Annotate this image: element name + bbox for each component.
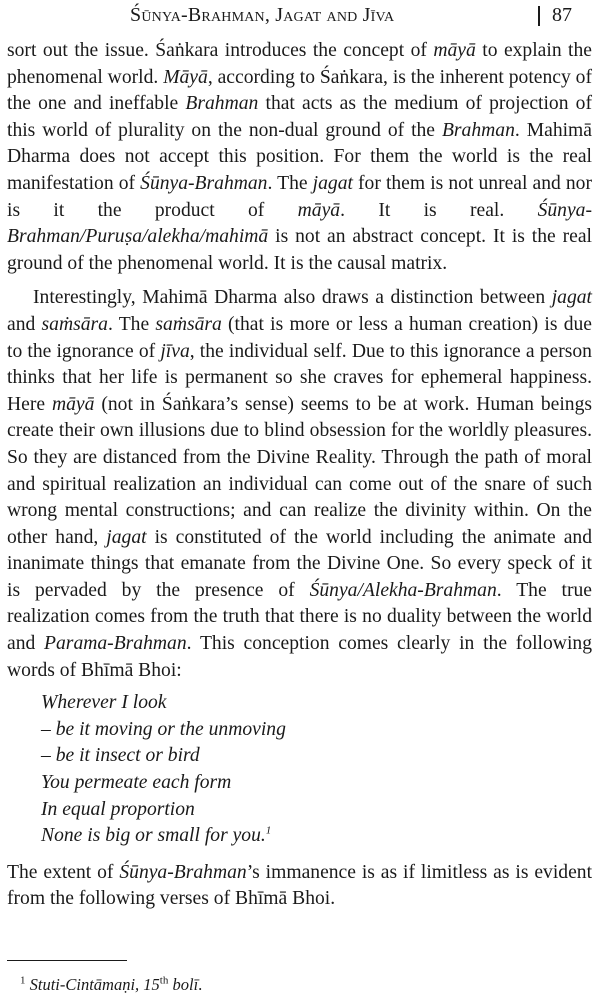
italic-term: jīva [160, 340, 190, 362]
text-run: is not an abstract concept. It is the real ground of the phenomenal world. It is the causal matrix. [7, 226, 592, 274]
footnote [20, 975, 202, 995]
italic-term: jagat [106, 526, 147, 548]
italic-term: Parama-Brahman [44, 633, 187, 655]
italic-term: māyā [433, 40, 476, 61]
verse-line-text: None is big or small for you. [41, 825, 266, 847]
body-text [7, 38, 592, 913]
footnote-ordinal: th [159, 974, 169, 987]
text-run: Interestingly, Mahimā Dharma also draws a distinction between [33, 287, 552, 309]
footnote-divider [7, 960, 127, 961]
text-run: and [7, 313, 42, 335]
italic-term: Śūnya-Brahman/Puruṣa/alekha/mahimā [7, 199, 592, 248]
verse-line-last [41, 823, 592, 850]
text-run: that acts as the medium of projection of this world of plurality on the non-dual ground of the [7, 93, 592, 141]
text-run: sort out the issue. Śaṅkara introduces the concept of [7, 40, 434, 61]
italic-term: saṁsāra [155, 313, 222, 335]
page-header [0, 4, 600, 34]
running-head: Śūnya-Brahman, Jagat and Jīva [130, 4, 395, 26]
text-run: . The true realization comes from the truth that there is no duality between the world and [7, 579, 593, 655]
verse-line: Wherever I look [41, 692, 167, 714]
text-run: . Mahimā Dharma does not accept this position. For them the world is the real manifestation of [7, 119, 592, 194]
footnote-source: Stuti-Cintāmaṇi, 15 [29, 975, 160, 994]
paragraph-3 [7, 860, 592, 913]
italic-term: Brahman [185, 93, 259, 115]
footnote-ref[interactable]: 1 [265, 824, 272, 837]
verse-line: In equal proportion [41, 798, 195, 820]
text-run: , according to Śaṅkara, is the inherent potency of the one and ineffable [7, 66, 592, 115]
page-number: 87 [552, 4, 572, 26]
italic-term: saṁsāra [41, 313, 108, 335]
verse-quote [41, 690, 592, 850]
text-run: , the individual self. Due to this ignorance a person thinks that her life is permanent so she craves for ephemeral happiness. Here [7, 340, 592, 415]
text-run: . The [267, 172, 313, 194]
text-run: ’s immanence is as if limitless as is evident from the following verses of Bhīmā Bhoi. [7, 861, 593, 910]
footnote-marker: 1 [20, 974, 26, 987]
text-run: is constituted of the world including the animate and inanimate things that emanate from the Divine One. So every speck of it is pervaded by the presence of [7, 526, 592, 601]
header-divider [538, 6, 540, 26]
italic-term: māyā [297, 199, 341, 221]
italic-term: Śūnya-Brahman [119, 861, 247, 883]
footnote-unit: bolī [172, 975, 199, 994]
italic-term: Māyā [163, 66, 208, 88]
text-run: for them is not unreal and nor is it the product of [7, 172, 592, 221]
verse-line: – be it moving or the unmoving [41, 718, 286, 740]
paragraph-2 [7, 285, 592, 684]
italic-term: jagat [312, 172, 353, 194]
footnote-end: . [198, 975, 203, 994]
verse-line: – be it insect or bird [41, 745, 200, 767]
italic-term: Śūnya/Alekha-Brahman [309, 579, 497, 601]
text-run: (that is more or less a human creation) is due to the ignorance of [7, 313, 592, 362]
italic-term: māyā [51, 393, 95, 415]
italic-term: Brahman [441, 119, 515, 141]
italic-term: jagat [551, 287, 592, 309]
text-run: . It is real. [340, 199, 538, 221]
text-run: . This conception comes clearly in the following words of Bhīmā Bhoi: [7, 633, 592, 681]
text-run: The extent of [7, 861, 120, 883]
paragraph-1 [7, 38, 592, 277]
italic-term: Śūnya-Brahman [140, 172, 268, 194]
text-run: . The [107, 313, 156, 335]
text-run: (not in Śaṅkara’s sense) seems to be at work. Human beings create their own illusions due to blind obsession for the worldly pleasures. So they are distanced from the Divine Reality. Through the path of moral and spiritual realization an individual can come out of the snare of such wrong mental constructions; and can realize the divinity within. On the other hand, [7, 393, 592, 548]
text-run: to explain the phenomenal world. [7, 40, 592, 88]
verse-line: You permeate each form [41, 772, 232, 794]
